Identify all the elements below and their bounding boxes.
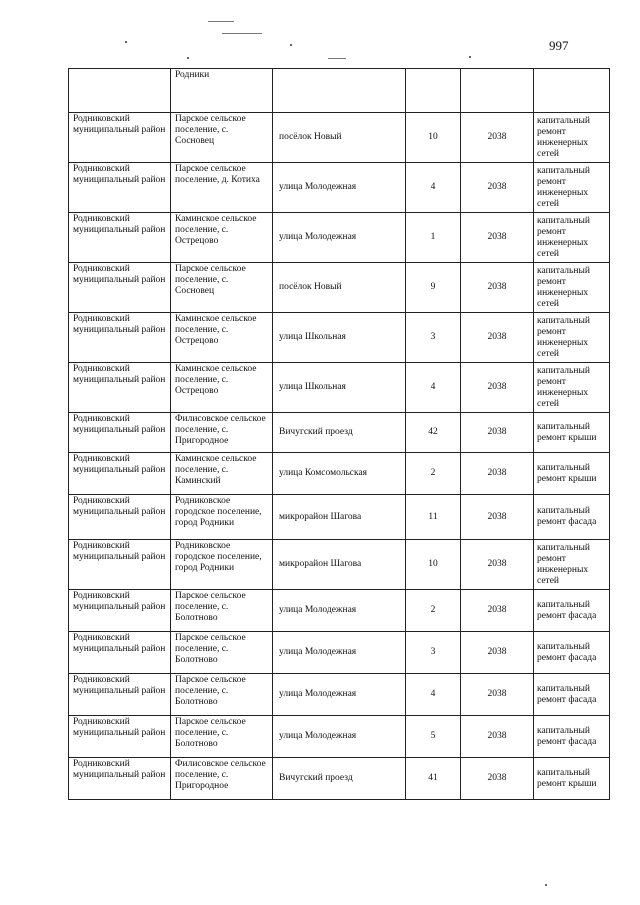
district-cell: Родниковский муниципальный район (69, 113, 171, 163)
table-row (69, 632, 610, 674)
work-type-cell: капитальный ремонт инженерных сетей (534, 113, 610, 163)
scan-mark (208, 21, 234, 22)
table-row (69, 540, 610, 590)
work-type-cell: капитальный ремонт инженерных сетей (534, 263, 610, 313)
district-cell (69, 69, 171, 113)
year-cell: 2038 (461, 313, 534, 363)
locality-cell: Парское сельское поселение, с. Болотново (171, 590, 273, 632)
street-cell: улица Молодежная (273, 590, 406, 632)
house-number-cell: 10 (406, 540, 461, 590)
house-number-cell: 11 (406, 495, 461, 540)
street-cell: улица Молодежная (273, 163, 406, 213)
house-number-cell: 2 (406, 590, 461, 632)
work-type-cell: капитальный ремонт крыши (534, 453, 610, 495)
year-cell: 2038 (461, 632, 534, 674)
locality-cell: Парское сельское поселение, д. Котиха (171, 163, 273, 213)
work-type-cell: капитальный ремонт фасада (534, 716, 610, 758)
work-type-cell: капитальный ремонт крыши (534, 758, 610, 800)
table-row (69, 163, 610, 213)
house-number-cell: 5 (406, 716, 461, 758)
house-number-cell: 4 (406, 674, 461, 716)
year-cell: 2038 (461, 590, 534, 632)
work-type-cell: капитальный ремонт инженерных сетей (534, 540, 610, 590)
locality-cell: Парское сельское поселение, с. Болотново (171, 716, 273, 758)
year-cell: 2038 (461, 263, 534, 313)
district-cell: Родниковский муниципальный район (69, 632, 171, 674)
locality-cell: Родниковское городское поселение, город Родники (171, 495, 273, 540)
street-cell: Вичугский проезд (273, 413, 406, 453)
district-cell: Родниковский муниципальный район (69, 453, 171, 495)
table-row (69, 263, 610, 313)
district-cell: Родниковский муниципальный район (69, 163, 171, 213)
scan-mark (328, 58, 346, 59)
table-row (69, 674, 610, 716)
year-cell (461, 69, 534, 113)
year-cell: 2038 (461, 716, 534, 758)
scan-mark (125, 41, 127, 43)
street-cell: микрорайон Шагова (273, 495, 406, 540)
table-row (69, 758, 610, 800)
house-number-cell: 9 (406, 263, 461, 313)
work-type-cell: капитальный ремонт фасада (534, 590, 610, 632)
street-cell: улица Молодежная (273, 632, 406, 674)
district-cell: Родниковский муниципальный район (69, 313, 171, 363)
district-cell: Родниковский муниципальный район (69, 540, 171, 590)
locality-cell: Парское сельское поселение, с. Сосновец (171, 113, 273, 163)
scan-mark (290, 44, 292, 46)
street-cell: улица Молодежная (273, 716, 406, 758)
district-cell: Родниковский муниципальный район (69, 413, 171, 453)
table-row (69, 213, 610, 263)
table-row (69, 716, 610, 758)
house-number-cell: 10 (406, 113, 461, 163)
table-row (69, 590, 610, 632)
year-cell: 2038 (461, 413, 534, 453)
page-number: 997 (549, 38, 569, 53)
street-cell: Вичугский проезд (273, 758, 406, 800)
district-cell: Родниковский муниципальный район (69, 363, 171, 413)
year-cell: 2038 (461, 113, 534, 163)
house-number-cell: 3 (406, 313, 461, 363)
work-type-cell: капитальный ремонт инженерных сетей (534, 363, 610, 413)
street-cell: улица Комсомольская (273, 453, 406, 495)
table-row (69, 363, 610, 413)
year-cell: 2038 (461, 495, 534, 540)
table-row (69, 495, 610, 540)
year-cell: 2038 (461, 453, 534, 495)
locality-cell: Родниковское городское поселение, город Родники (171, 540, 273, 590)
table-row (69, 413, 610, 453)
house-number-cell: 4 (406, 163, 461, 213)
year-cell: 2038 (461, 540, 534, 590)
year-cell: 2038 (461, 363, 534, 413)
locality-cell: Парское сельское поселение, с. Сосновец (171, 263, 273, 313)
work-type-cell: капитальный ремонт крыши (534, 413, 610, 453)
street-cell: улица Школьная (273, 363, 406, 413)
table-row (69, 453, 610, 495)
locality-cell: Филисовское сельское поселение, с. Пригородное (171, 758, 273, 800)
house-number-cell (406, 69, 461, 113)
locality-cell: Каминское сельское поселение, с. Острецово (171, 213, 273, 263)
district-cell: Родниковский муниципальный район (69, 213, 171, 263)
district-cell: Родниковский муниципальный район (69, 716, 171, 758)
locality-cell: Филисовское сельское поселение, с. Пригородное (171, 413, 273, 453)
street-cell: посёлок Новый (273, 113, 406, 163)
locality-cell: Родники (171, 69, 273, 113)
district-cell: Родниковский муниципальный район (69, 495, 171, 540)
house-number-cell: 41 (406, 758, 461, 800)
work-type-cell: капитальный ремонт фасада (534, 632, 610, 674)
work-type-cell: капитальный ремонт инженерных сетей (534, 163, 610, 213)
district-cell: Родниковский муниципальный район (69, 674, 171, 716)
locality-cell: Каминское сельское поселение, с. Острецово (171, 313, 273, 363)
table-row-continuation (69, 69, 610, 113)
locality-cell: Парское сельское поселение, с. Болотново (171, 632, 273, 674)
district-cell: Родниковский муниципальный район (69, 590, 171, 632)
year-cell: 2038 (461, 674, 534, 716)
work-type-cell: капитальный ремонт фасада (534, 674, 610, 716)
work-type-cell (534, 69, 610, 113)
work-type-cell: капитальный ремонт фасада (534, 495, 610, 540)
locality-cell: Каминское сельское поселение, с. Каминский (171, 453, 273, 495)
district-cell: Родниковский муниципальный район (69, 263, 171, 313)
scan-mark (187, 57, 189, 59)
year-cell: 2038 (461, 213, 534, 263)
house-number-cell: 4 (406, 363, 461, 413)
house-number-cell: 3 (406, 632, 461, 674)
house-number-cell: 2 (406, 453, 461, 495)
table-row (69, 313, 610, 363)
street-cell: улица Молодежная (273, 213, 406, 263)
work-type-cell: капитальный ремонт инженерных сетей (534, 313, 610, 363)
street-cell (273, 69, 406, 113)
street-cell: улица Молодежная (273, 674, 406, 716)
table-row (69, 113, 610, 163)
locality-cell: Каминское сельское поселение, с. Острецово (171, 363, 273, 413)
district-cell: Родниковский муниципальный район (69, 758, 171, 800)
year-cell: 2038 (461, 163, 534, 213)
house-number-cell: 42 (406, 413, 461, 453)
scan-mark (469, 56, 471, 58)
year-cell: 2038 (461, 758, 534, 800)
scan-mark (545, 884, 547, 886)
repair-schedule-table (68, 68, 610, 800)
locality-cell: Парское сельское поселение, с. Болотново (171, 674, 273, 716)
street-cell: улица Школьная (273, 313, 406, 363)
street-cell: посёлок Новый (273, 263, 406, 313)
house-number-cell: 1 (406, 213, 461, 263)
street-cell: микрорайон Шагова (273, 540, 406, 590)
work-type-cell: капитальный ремонт инженерных сетей (534, 213, 610, 263)
scan-mark (222, 33, 262, 34)
